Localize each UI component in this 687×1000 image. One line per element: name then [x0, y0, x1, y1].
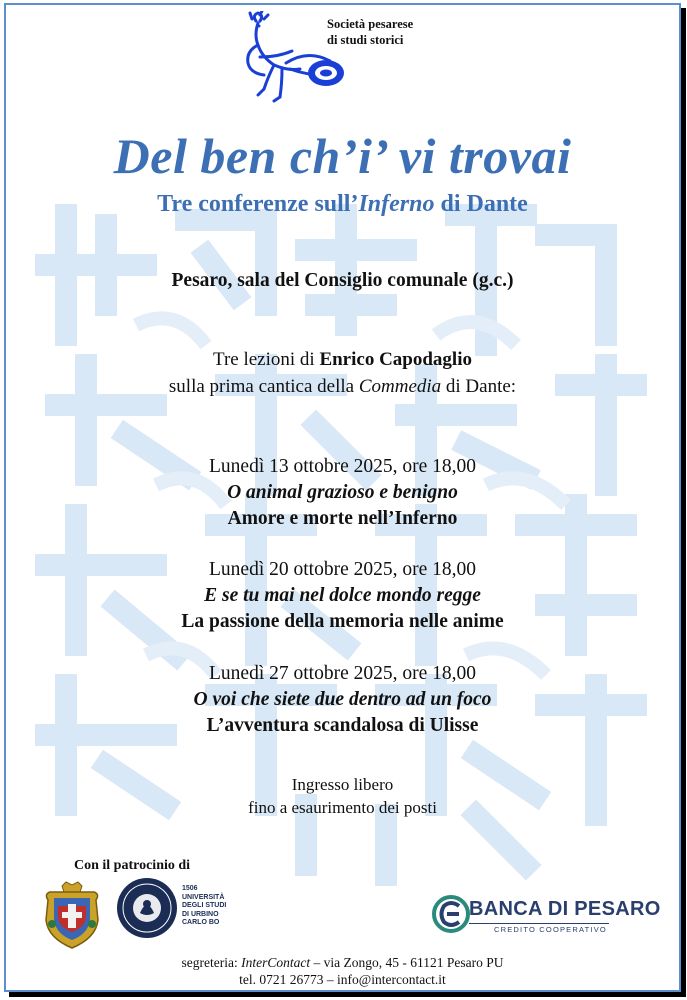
lecturer-line2-prefix: sulla prima cantica della	[168, 376, 359, 397]
lecture-1-quote: O animal grazioso e benigno	[227, 482, 458, 503]
footer-contacts: tel. 0721 26773 – info@intercontact.it	[239, 972, 446, 987]
subtitle-suffix: di Dante	[434, 191, 528, 217]
university-seal-icon	[116, 877, 178, 939]
poster	[4, 3, 681, 992]
lecturer-name: Enrico Capodaglio	[319, 349, 472, 370]
bank-logo-icon	[431, 894, 471, 934]
university-name	[182, 885, 226, 928]
lecturer-intro: Tre lezioni di	[213, 349, 320, 370]
society-name	[327, 16, 413, 48]
bank-name: BANCA DI PESARO	[469, 898, 661, 920]
lecture-3-date: Lunedì 27 ottobre 2025, ore 18,00	[209, 663, 476, 684]
subtitle-prefix: Tre conferenze sull’	[157, 191, 359, 217]
society-line-1: Società pesarese	[327, 17, 414, 31]
lecture-3-quote: O voi che siete due dentro ad un foco	[193, 689, 492, 710]
lecturer-line-1	[6, 349, 679, 371]
university-year: 1506	[182, 885, 198, 892]
university-line-4: CARLO BO	[182, 919, 220, 926]
society-line-2: di studi storici	[327, 33, 404, 47]
lecturer-line2-italic: Commedia	[358, 376, 442, 397]
lecture-2-quote: E se tu mai nel dolce mondo regge	[204, 585, 481, 606]
bank-divider	[469, 923, 609, 924]
lecturer-line-2	[6, 376, 679, 398]
entry-line-1: Ingresso libero	[291, 775, 394, 794]
lecturer-line2-suffix: di Dante:	[441, 376, 517, 397]
footer-seg-italic: InterContact	[241, 955, 311, 970]
entry-line-2: fino a esaurimento dei posti	[248, 798, 437, 817]
university-line-3: DI URBINO	[182, 910, 219, 918]
lecture-3-title: L’avventura scandalosa di Ulisse	[206, 715, 479, 736]
lecture-1-title: Amore e morte nell’Inferno	[227, 508, 458, 529]
poster-subtitle	[6, 191, 679, 218]
city-crest-icon	[40, 880, 104, 952]
subtitle-italic: Inferno	[358, 191, 435, 217]
lecture-1-date: Lunedì 13 ottobre 2025, ore 18,00	[209, 456, 476, 477]
footer-secretariat	[6, 955, 679, 971]
university-line-1: UNIVERSITÀ	[182, 893, 225, 901]
lecture-2-title: La passione della memoria nelle anime	[181, 611, 504, 632]
venue: Pesaro, sala del Consiglio comunale (g.c.)	[171, 270, 514, 291]
poster-title: Del ben ch’i’ vi trovai	[113, 128, 572, 184]
university-line-2: DEGLI STUDI	[182, 902, 227, 909]
footer-seg-prefix: segreteria:	[181, 955, 242, 970]
lecture-2-date: Lunedì 20 ottobre 2025, ore 18,00	[209, 559, 476, 580]
bank-subtitle: CREDITO COOPERATIVO	[494, 925, 607, 934]
footer-seg-suffix: – via Zongo, 45 - 61121 Pesaro PU	[310, 955, 504, 970]
patronage-label: Con il patrocinio di	[74, 858, 191, 873]
